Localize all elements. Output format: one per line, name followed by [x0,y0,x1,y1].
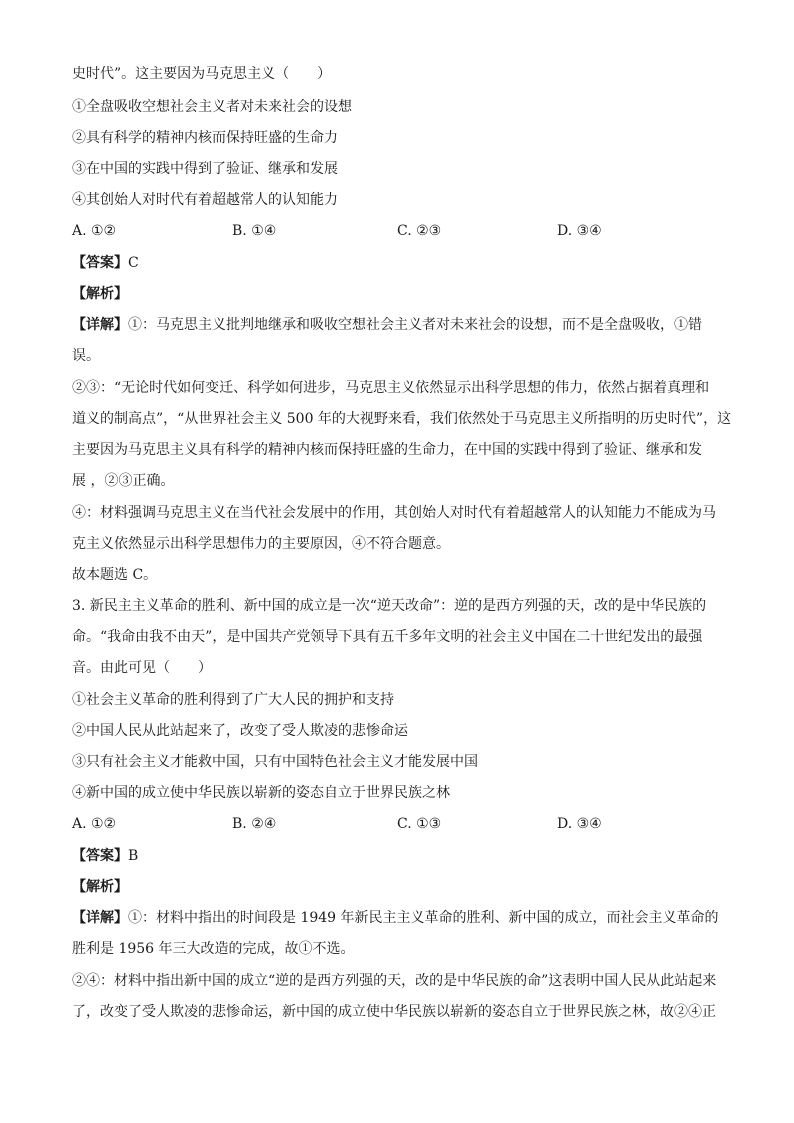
q2-statement-3: ③在中国的实践中得到了验证、继承和发展 [72,161,338,177]
q3-statement-3: ③只有社会主义才能救中国，只有中国特色社会主义才能发展中国 [72,754,478,770]
q3-stem-line-3: 音。由此可见（ ） [72,660,212,676]
answer-label: 【答案】 [72,255,128,271]
q3-statement-2: ②中国人民从此站起来了，改变了受人欺凌的悲惨命运 [72,723,408,739]
q2-option-d: D. ③④ [557,223,602,239]
detail-label: 【详解】 [72,910,128,926]
q2-detail-line-4: 道义的制高点”，“从世界社会主义 500 年的大视野来看，我们依然处于马克思主义所指明的历史时代”，这 [72,411,732,427]
q2-option-a: A. ①② [72,223,117,239]
answer-value: B [128,848,139,864]
q3-option-b: B. ②④ [232,816,277,832]
q3-analysis-label: 【解析】 [72,879,128,895]
q2-conclusion: 故本题选 C。 [72,567,158,583]
q3-option-a: A. ①② [72,816,117,832]
q2-detail-line-8: 克主义依然显示出科学思想伟力的主要原因，④不符合题意。 [72,536,450,552]
q2-option-b: B. ①④ [232,223,277,239]
q2-stem-tail: 史时代”。这主要因为马克思主义（ ） [72,66,332,82]
q2-analysis-label: 【解析】 [72,286,128,302]
q2-detail-line-6: 展 ，②③正确。 [72,473,175,489]
q2-detail-line-5: 主要因为马克思主义具有科学的精神内核而保持旺盛的生命力，在中国的实践中得到了验证、继承和发 [72,442,702,458]
q2-detail-line-7: ④：材料强调马克思主义在当代社会发展中的作用，其创始人对时代有着超越常人的认知能力不能成为马 [72,505,716,521]
q2-answer [72,253,139,273]
q2-statement-4: ④其创始人对时代有着超越常人的认知能力 [72,192,338,208]
q3-statement-4: ④新中国的成立使中华民族以崭新的姿态自立于世界民族之林 [72,785,450,801]
q2-detail-line-2: 误。 [72,348,100,364]
detail-label: 【详解】 [72,317,128,333]
detail-text: ①：材料中指出的时间段是 1949 年新民主主义革命的胜利、新中国的成立，而社会主义革命的 [128,910,719,926]
q2-statement-2: ②具有科学的精神内核而保持旺盛的生命力 [72,130,338,146]
q3-detail-line-2: 胜利是 1956 年三大改造的完成，故①不选。 [72,941,355,957]
q3-statement-1: ①社会主义革命的胜利得到了广大人民的拥护和支持 [72,692,394,708]
q2-statement-1: ①全盘吸收空想社会主义者对未来社会的设想 [72,99,352,115]
q2-option-c: C. ②③ [397,223,442,239]
q3-option-d: D. ③④ [557,816,602,832]
q3-detail-line-4: 了，改变了受人欺凌的悲惨命运，新中国的成立使中华民族以崭新的姿态自立于世界民族之林，故②④正 [72,1004,716,1020]
detail-text: ①：马克思主义批判地继承和吸收空想社会主义者对未来社会的设想，而不是全盘吸收，①错 [128,317,702,333]
q2-detail-line-3: ②③：“无论时代如何变迁、科学如何进步，马克思主义依然显示出科学思想的伟力，依然占据着真理和 [72,380,710,396]
q2-detail-line-1 [72,315,702,335]
q3-stem-line-2: 命。“我命由我不由天”，是中国共产党领导下具有五千多年文明的社会主义中国在二十世纪发出的最强 [72,629,703,645]
q3-answer [72,846,138,866]
q3-detail-line-3: ②④：材料中指出新中国的成立“逆的是西方列强的天，改的是中华民族的命”这表明中国人民从此站起来 [72,973,717,989]
q3-option-c: C. ①③ [397,816,442,832]
answer-label: 【答案】 [72,848,128,864]
q3-detail-line-1 [72,908,719,928]
q3-stem-line-1: 3. 新民主主义革命的胜利、新中国的成立是一次“逆天改命”：逆的是西方列强的天，改的是中华民族的 [72,598,707,614]
answer-value: C [128,255,139,271]
